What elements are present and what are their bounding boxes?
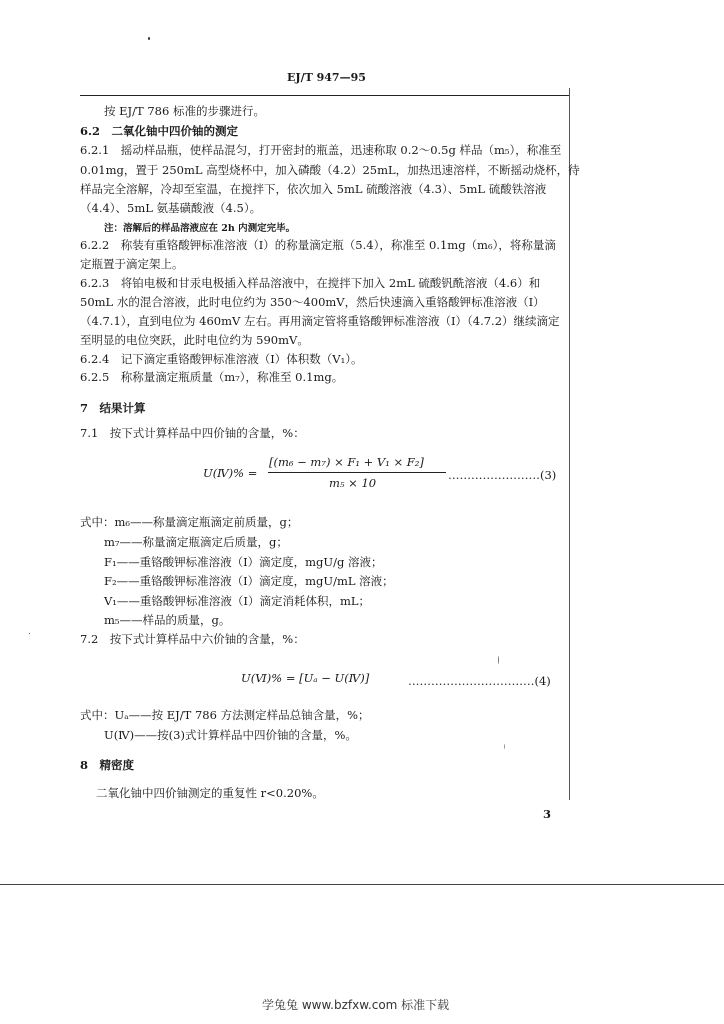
note-6-2-1: 注：溶解后的样品溶液应在 2h 内测定完毕。 — [104, 223, 296, 234]
para-6-2-3-line2: 50mL 水的混合溶液，此时电位约为 350～400mV，然后快速滴入重铬酸钾标准溶液（Ⅰ） — [80, 295, 545, 309]
para-6-2-2-line1: 6.2.2 称装有重铬酸钾标准溶液（Ⅰ）的称量滴定瓶（5.4），称准至 0.1mg（m₆），将称量滴 — [80, 238, 556, 252]
para-6-2-3-line1: 6.2.3 将铂电极和甘汞电极插入样品溶液中，在搅拌下加入 2mL 硫酸钒酰溶液（4.6）和 — [80, 276, 541, 290]
formula-3-lhs: U(Ⅳ)% = — [203, 466, 258, 480]
formula-3-numerator: [(m₆ − m₇) × F₁ + V₁ × F₂] — [269, 455, 424, 469]
section-6-2-heading: 6.2 二氧化铀中四价铀的测定 — [80, 124, 239, 138]
section-7-heading: 7 结果计算 — [80, 401, 146, 415]
para-8: 二氧化铀中四价铀测定的重复性 r<0.20%。 — [96, 786, 324, 800]
where-v1: V₁——重铬酸钾标准溶液（Ⅰ）滴定消耗体积，mL； — [104, 594, 370, 608]
section-8-heading: 8 精密度 — [80, 758, 135, 772]
para-6-2-1-line2: 0.01mg，置于 250mL 高型烧杯中，加入磷酸（4.2）25mL，加热迅速溶样，不断摇动烧杯，待 — [80, 163, 580, 177]
where-m7: m₇——称量滴定瓶滴定后质量，g； — [104, 535, 288, 549]
para-6-2-2-line2: 定瓶置于滴定架上。 — [80, 257, 184, 271]
where-m5: m₅——样品的质量，g。 — [104, 613, 231, 627]
where-u4: U(Ⅳ)——按(3)式计算样品中四价铀的含量，%。 — [104, 728, 357, 742]
para-7-2: 7.2 按下式计算样品中六价铀的含量，%： — [80, 632, 305, 646]
para-6-2-1-line1: 6.2.1 摇动样品瓶，使样品混匀，打开密封的瓶盖，迅速称取 0.2～0.5g 样品（m₅），称准至 — [80, 143, 562, 157]
para-6-2-3-line4: 至明显的电位突跃，此时电位约为 590mV。 — [80, 333, 309, 347]
formula-3-fraction-bar — [268, 472, 446, 473]
document-code: EJ/T 947—95 — [287, 71, 366, 84]
para-6-2-4: 6.2.4 记下滴定重铬酸钾标准溶液（Ⅰ）体积数（V₁）。 — [80, 352, 363, 366]
formula-3-denominator: m₅ × 10 — [329, 476, 377, 490]
header-rule — [80, 95, 570, 96]
where-m6: 式中：m₆——称量滴定瓶滴定前质量，g； — [80, 515, 299, 529]
scan-speck — [29, 633, 30, 634]
where-f1: F₁——重铬酸钾标准溶液（Ⅰ）滴定度，mgU/g 溶液； — [104, 555, 383, 569]
where-f2: F₂——重铬酸钾标准溶液（Ⅰ）滴定度，mgU/mL 溶液； — [104, 574, 394, 588]
formula-4: U(Ⅵ)% = [Uₐ − U(Ⅳ)] — [241, 671, 370, 685]
scan-speck — [498, 656, 499, 664]
page-number: 3 — [543, 807, 552, 821]
formula-3-number: ……………………(3) — [448, 468, 557, 482]
para-6-2-1-line3: 样品完全溶解，冷却至室温，在搅拌下，依次加入 5mL 硫酸溶液（4.3）、5mL 硫酸铁溶液 — [80, 182, 547, 196]
para-7-1: 7.1 按下式计算样品中四价铀的含量，%： — [80, 426, 305, 440]
scan-speck — [148, 37, 150, 40]
footer-rule — [0, 884, 724, 885]
watermark: 学兔兔 www.bzfxw.com 标准下载 — [262, 998, 450, 1012]
para-6-2-1-line4: （4.4）、5mL 氨基磺酸液（4.5）。 — [80, 201, 262, 215]
right-margin-line — [569, 88, 570, 800]
para-6-2-3-line3: （4.7.1），直到电位为 460mV 左右。再用滴定管将重铬酸钾标准溶液（Ⅰ）（4.7.2）继续滴定 — [80, 314, 560, 328]
where-ua: 式中：Uₐ——按 EJ/T 786 方法测定样品总铀含量，%； — [80, 708, 370, 722]
para-6-2-5: 6.2.5 称称量滴定瓶质量（m₇），称准至 0.1mg。 — [80, 370, 344, 384]
formula-4-number: ……………………………(4) — [408, 674, 551, 688]
intro-line: 按 EJ/T 786 标准的步骤进行。 — [104, 104, 265, 118]
scan-speck — [504, 744, 505, 749]
